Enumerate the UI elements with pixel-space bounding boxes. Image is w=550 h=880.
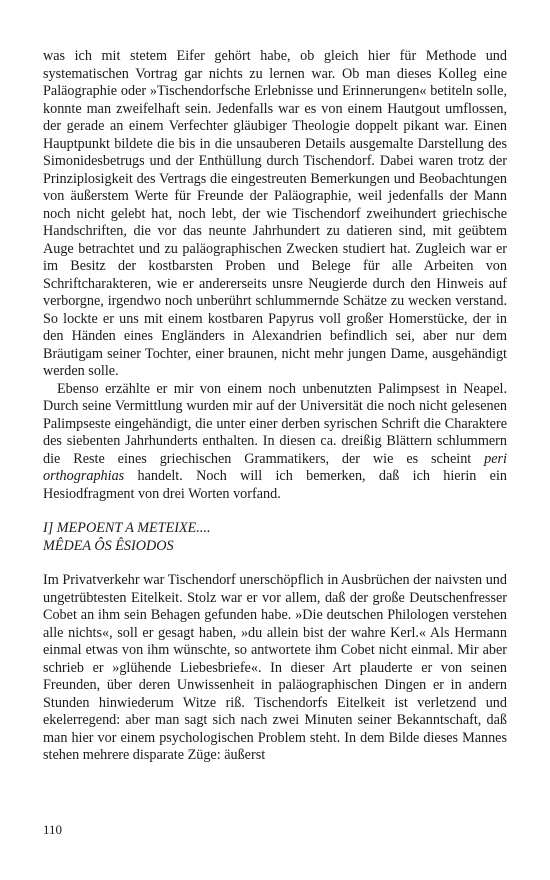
paragraph-3: Im Privatverkehr war Tischendorf unerschöpflich in Ausbrüchen der naivsten und ungetrübtesten Eitelkeit. Stolz war er vor allem, daß der große Deutschenfresser Cobet an ihm sein Behagen gefunden habe. »Die deutschen Philologen verstehen alle nichts«, soll er gesagt haben, »du allein bist der wahre Kerl.« Als Hermann einmal etwas von ihm wünschte, so antwortete ihm Cobet nicht einmal. Mir aber schrieb er »glühende Liebesbriefe«. In dieser Art plauderte er von seinen Freunden, über deren Unwissenheit in paläographischen Dingen er in andern Stunden hinwiederum Witze riß. Tischendorfs Eitelkeit ist verletzend und ekelerregend: aber man sagt sich nach zwei Minuten seiner Bekanntschaft, daß man hier vor einem psychologischen Problem steht. In dem Bilde dieses Mannes stehen mehrere disparate Züge: äußerst bbox=[43, 572, 507, 763]
hesiod-fragment-line-1: I] MEPOENT A METEIXE.... bbox=[43, 520, 211, 536]
paragraph-2 bbox=[43, 381, 507, 504]
hesiod-fragment-line-2: MÊDEA ÔS ÊSIODOS bbox=[43, 537, 174, 554]
paragraph-2-italic-term: peri orthographias bbox=[43, 450, 507, 484]
page-body bbox=[43, 48, 507, 765]
paragraph-2-text-start: Ebenso erzählte er mir von einem noch unbenutzten Palimpsest in Neapel. Durch seine Vermittlung wurden mir auf der Universität die noch nicht gelesenen Palimpseste eingehändigt, die unter einer derben syrischen Schrift die Charaktere des siebenten Jahrhunderts enthalten. In diesen ca. dreißig Blättern schlummern die Reste eines griechischen Grammatikers, der wie es scheint bbox=[43, 380, 507, 467]
spacer bbox=[43, 503, 507, 520]
page-number: 110 bbox=[43, 822, 63, 837]
paragraph-1: was ich mit stetem Eifer gehört habe, ob gleich hier für Methode und systematischen Vortrag gar nichts zu lernen war. Ob man dieses Kolleg eine Paläographie oder »Tischendorfsche Erlebnisse und Erinnerungen« betiteln solle, konnte man zweifelhaft sein. Jedenfalls war es von einem Hautgout umflossen, der gerade an einem Verfechter gläubiger Theologie doppelt pikant war. Einen Hauptpunkt bildete die bis in die unsauberen Details ausgemalte Darstellung des Simonidesbetrugs und der Enthüllung durch Tischendorf. Dabei waren trotz der Prinziplosigkeit des Vertrags die eingestreuten Bemerkungen und Beobachtungen von äußerstem Werte für Freunde der Paläographie, weil jedenfalls der Mann noch nicht gelebt hat, noch lebt, der wie Tischendorf zweihundert griechische Handschriften, die vor das neunte Jahrhundert zu datieren sind, mit geübtem Auge betrachtet und zu paläographischen Zwecken studiert hat. Zugleich war er im Besitz der kostbarsten Proben und Belege für alle Arbeiten von Schriftcharakteren, wie er andererseits unsre Neugierde durch den Hinweis auf verborgne, irgendwo noch unberührt schlummernde Schätze zu wecken verstand. So lockte er uns mit einem kostbaren Papyrus voll großer Homerstücke, der in den Händen eines Engländers in Alexandrien befindlich sei, aber nur dem Bräutigam seiner Tochter, einer braunen, nicht mehr jungen Dame, ausgehändigt werden solle. bbox=[43, 48, 507, 379]
spacer bbox=[43, 555, 507, 572]
paragraph-2-text-end: handelt. Noch will ich bemerken, daß ich hierin ein Hesiodfragment von drei Worten vorfand. bbox=[43, 468, 507, 502]
